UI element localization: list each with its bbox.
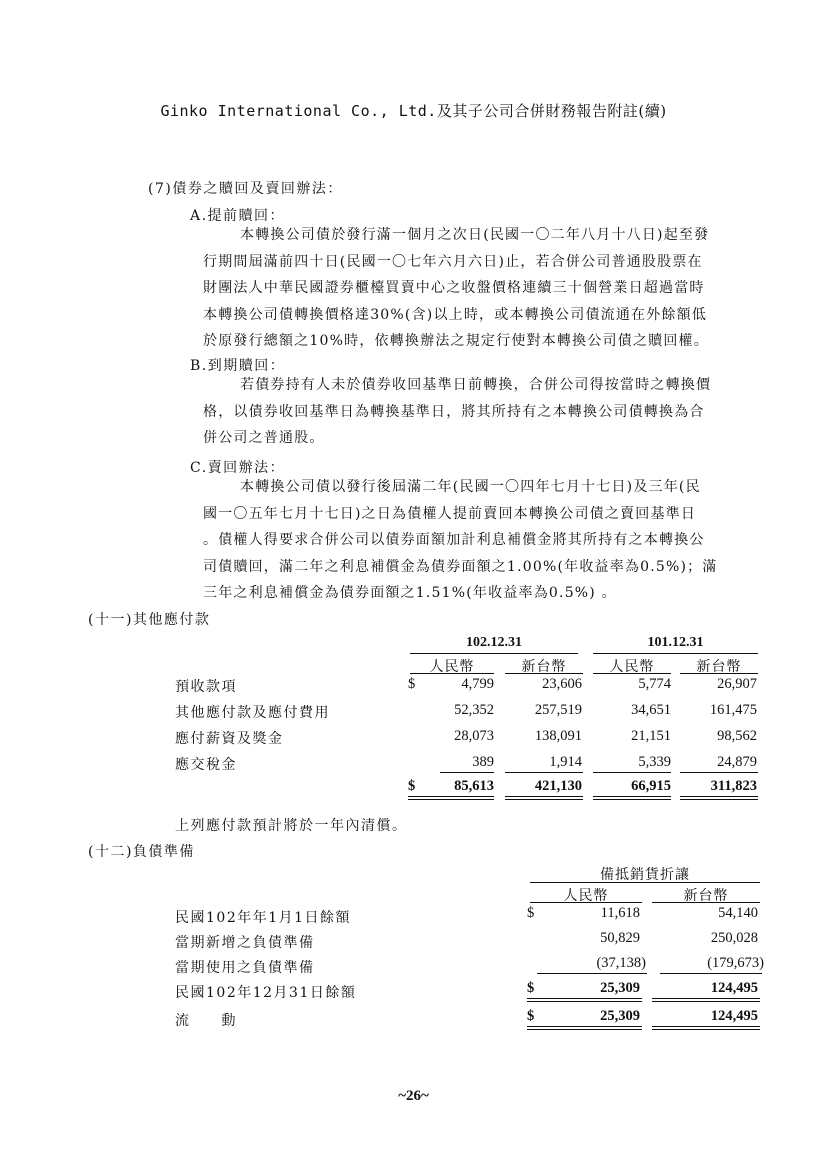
col-header-rmb: 人民幣 — [429, 659, 475, 675]
paragraph-line: 本轉換公司債於發行滿一個月之次日(民國一〇二年八月十八日)起至發 — [240, 227, 710, 243]
table-cell: 1,914 — [549, 754, 582, 770]
row-label: 預收款項 — [175, 679, 237, 695]
clause-b-title: B.到期贖回： — [190, 358, 286, 374]
col-rule — [530, 902, 642, 903]
company-name: Ginko International Co., Ltd. — [160, 102, 437, 120]
paragraph-line: 若債券持有人未於債券收回基準日前轉換，合併公司得按當時之轉換價 — [240, 377, 712, 393]
col-header-ntd: 新台幣 — [521, 659, 567, 675]
table-cell: 28,073 — [454, 728, 494, 744]
paragraph-line: 於原發行總額之10%時，依轉換辦法之規定行使對本轉換公司債之贖回權。 — [203, 333, 709, 349]
total-double-rule — [652, 998, 760, 1002]
subtotal-rule — [537, 973, 647, 974]
paragraph-line: 本轉換公司債轉換價格達30%(含)以上時，或本轉換公司債流通在外餘額低 — [203, 306, 708, 323]
subtotal-rule — [680, 772, 758, 773]
total-double-rule — [527, 998, 642, 1002]
paragraph-line: 國一〇五年七月十七日)之日為債權人提前賣回本轉換公司債之賣回基準日 — [203, 505, 697, 522]
col-rule — [652, 902, 760, 903]
row-label: 應交稅金 — [175, 757, 237, 773]
table-cell: 5,339 — [638, 754, 671, 770]
total-cell: 85,613 — [454, 778, 494, 794]
row-label: 當期使用之負債準備 — [175, 960, 315, 976]
table-cell: 23,606 — [542, 676, 582, 692]
total-cell: 66,915 — [631, 778, 671, 794]
table-cell: 34,651 — [631, 702, 671, 718]
clause-c-body — [203, 474, 763, 607]
paragraph-line: 財團法人中華民國證券櫃檯買賣中心之收盤價格連續三十個營業日超過當時 — [203, 280, 705, 296]
total-cell: 124,495 — [710, 980, 758, 996]
paragraph-line: 。債權人得要求合併公司以債券面額加計利息補償金將其所持有之本轉換公 — [203, 532, 705, 548]
total-double-rule — [505, 796, 583, 800]
col-rule — [680, 673, 758, 674]
currency-symbol: $ — [527, 905, 535, 921]
currency-symbol: $ — [527, 980, 535, 996]
paragraph-line: 併公司之普通股。 — [203, 430, 325, 446]
paragraph-line: 三年之利息補償金為債券面額之1.51%(年收益率為0.5%) 。 — [203, 585, 617, 601]
col-header-ntd: 新台幣 — [696, 659, 742, 675]
total-double-rule — [680, 796, 758, 800]
col-header-ntd: 新台幣 — [683, 888, 729, 904]
currency-symbol: $ — [408, 676, 416, 692]
table-cell: (179,673) — [707, 955, 764, 971]
clause-b-body — [203, 372, 763, 452]
payables-note: 上列應付款預計將於一年內清償。 — [175, 818, 408, 834]
col-rule — [505, 673, 583, 674]
row-label: 民國102年年1月1日餘額 — [175, 910, 352, 926]
currency-symbol: $ — [527, 1008, 535, 1024]
table-cell: 257,519 — [534, 702, 582, 718]
subtotal-rule — [505, 772, 583, 773]
section-12-heading: (十二)負債準備 — [88, 844, 195, 860]
total-double-rule — [527, 1026, 642, 1030]
table-cell: 24,879 — [717, 754, 757, 770]
table-cell: 21,151 — [631, 728, 671, 744]
clause-a-title: A.提前贖回： — [190, 208, 286, 224]
header-rule — [593, 653, 758, 654]
table-cell: 250,028 — [710, 930, 758, 946]
total-cell: 421,130 — [534, 778, 582, 794]
section-7-heading: (7)債券之贖回及賣回辦法： — [148, 181, 343, 197]
table-cell: 50,829 — [600, 930, 640, 946]
period-header-2012: 101.12.31 — [647, 635, 704, 650]
row-label: 應付薪資及獎金 — [175, 731, 284, 747]
header-rule — [410, 653, 578, 654]
table-cell: 389 — [472, 754, 494, 770]
total-cell: 124,495 — [710, 1008, 758, 1024]
total-cell: 25,309 — [600, 1008, 640, 1024]
paragraph-line: 格，以債券收回基準日為轉換基準日，將其所持有之本轉換公司債轉換為合 — [203, 403, 705, 420]
table-cell: (37,138) — [596, 955, 646, 971]
row-label: 民國102年12月31日餘額 — [175, 985, 357, 1001]
total-cell: 25,309 — [600, 980, 640, 996]
report-title: 及其子公司合併財務報告附註(續) — [436, 102, 667, 120]
total-double-rule — [408, 796, 494, 800]
header-rule — [530, 882, 760, 883]
clause-a-body — [203, 222, 763, 355]
table-cell: 54,140 — [718, 905, 758, 921]
col-rule — [593, 673, 671, 674]
section-11-heading: (十一)其他應付款 — [88, 612, 211, 628]
table-cell: 138,091 — [534, 728, 582, 744]
table-cell: 11,618 — [600, 905, 640, 921]
provision-group-header: 備抵銷貨折讓 — [600, 867, 690, 883]
total-cell: 311,823 — [710, 778, 757, 794]
row-label: 當期新增之負債準備 — [175, 935, 315, 951]
page-number: ~26~ — [398, 1088, 429, 1104]
table-cell: 161,475 — [709, 702, 757, 718]
table-cell: 5,774 — [638, 676, 671, 692]
clause-c-title: C.賣回辦法： — [190, 460, 286, 476]
table-cell: 52,352 — [454, 702, 494, 718]
table-cell: 98,562 — [717, 728, 757, 744]
total-double-rule — [593, 796, 671, 800]
col-header-rmb: 人民幣 — [563, 888, 609, 904]
page-header — [0, 100, 827, 121]
row-label: 流 動 — [175, 1013, 237, 1029]
table-cell: 26,907 — [717, 676, 757, 692]
period-header-2013: 102.12.31 — [466, 635, 522, 650]
col-header-rmb: 人民幣 — [609, 659, 655, 675]
total-double-rule — [652, 1026, 760, 1030]
subtotal-rule — [440, 772, 494, 773]
paragraph-line: 司債贖回，滿二年之利息補償金為債券面額之1.00%(年收益率為0.5%)；滿 — [203, 558, 718, 575]
subtotal-rule — [660, 973, 762, 974]
table-cell: 4,799 — [461, 676, 494, 692]
subtotal-rule — [593, 772, 671, 773]
row-label: 其他應付款及應付費用 — [175, 705, 330, 721]
currency-symbol: $ — [408, 778, 416, 794]
paragraph-line: 行期間屆滿前四十日(民國一〇七年六月六日)止，若合併公司普通股股票在 — [203, 253, 703, 270]
col-rule — [410, 673, 494, 674]
paragraph-line: 本轉換公司債以發行後屆滿二年(民國一〇四年七月十七日)及三年(民 — [240, 479, 701, 495]
